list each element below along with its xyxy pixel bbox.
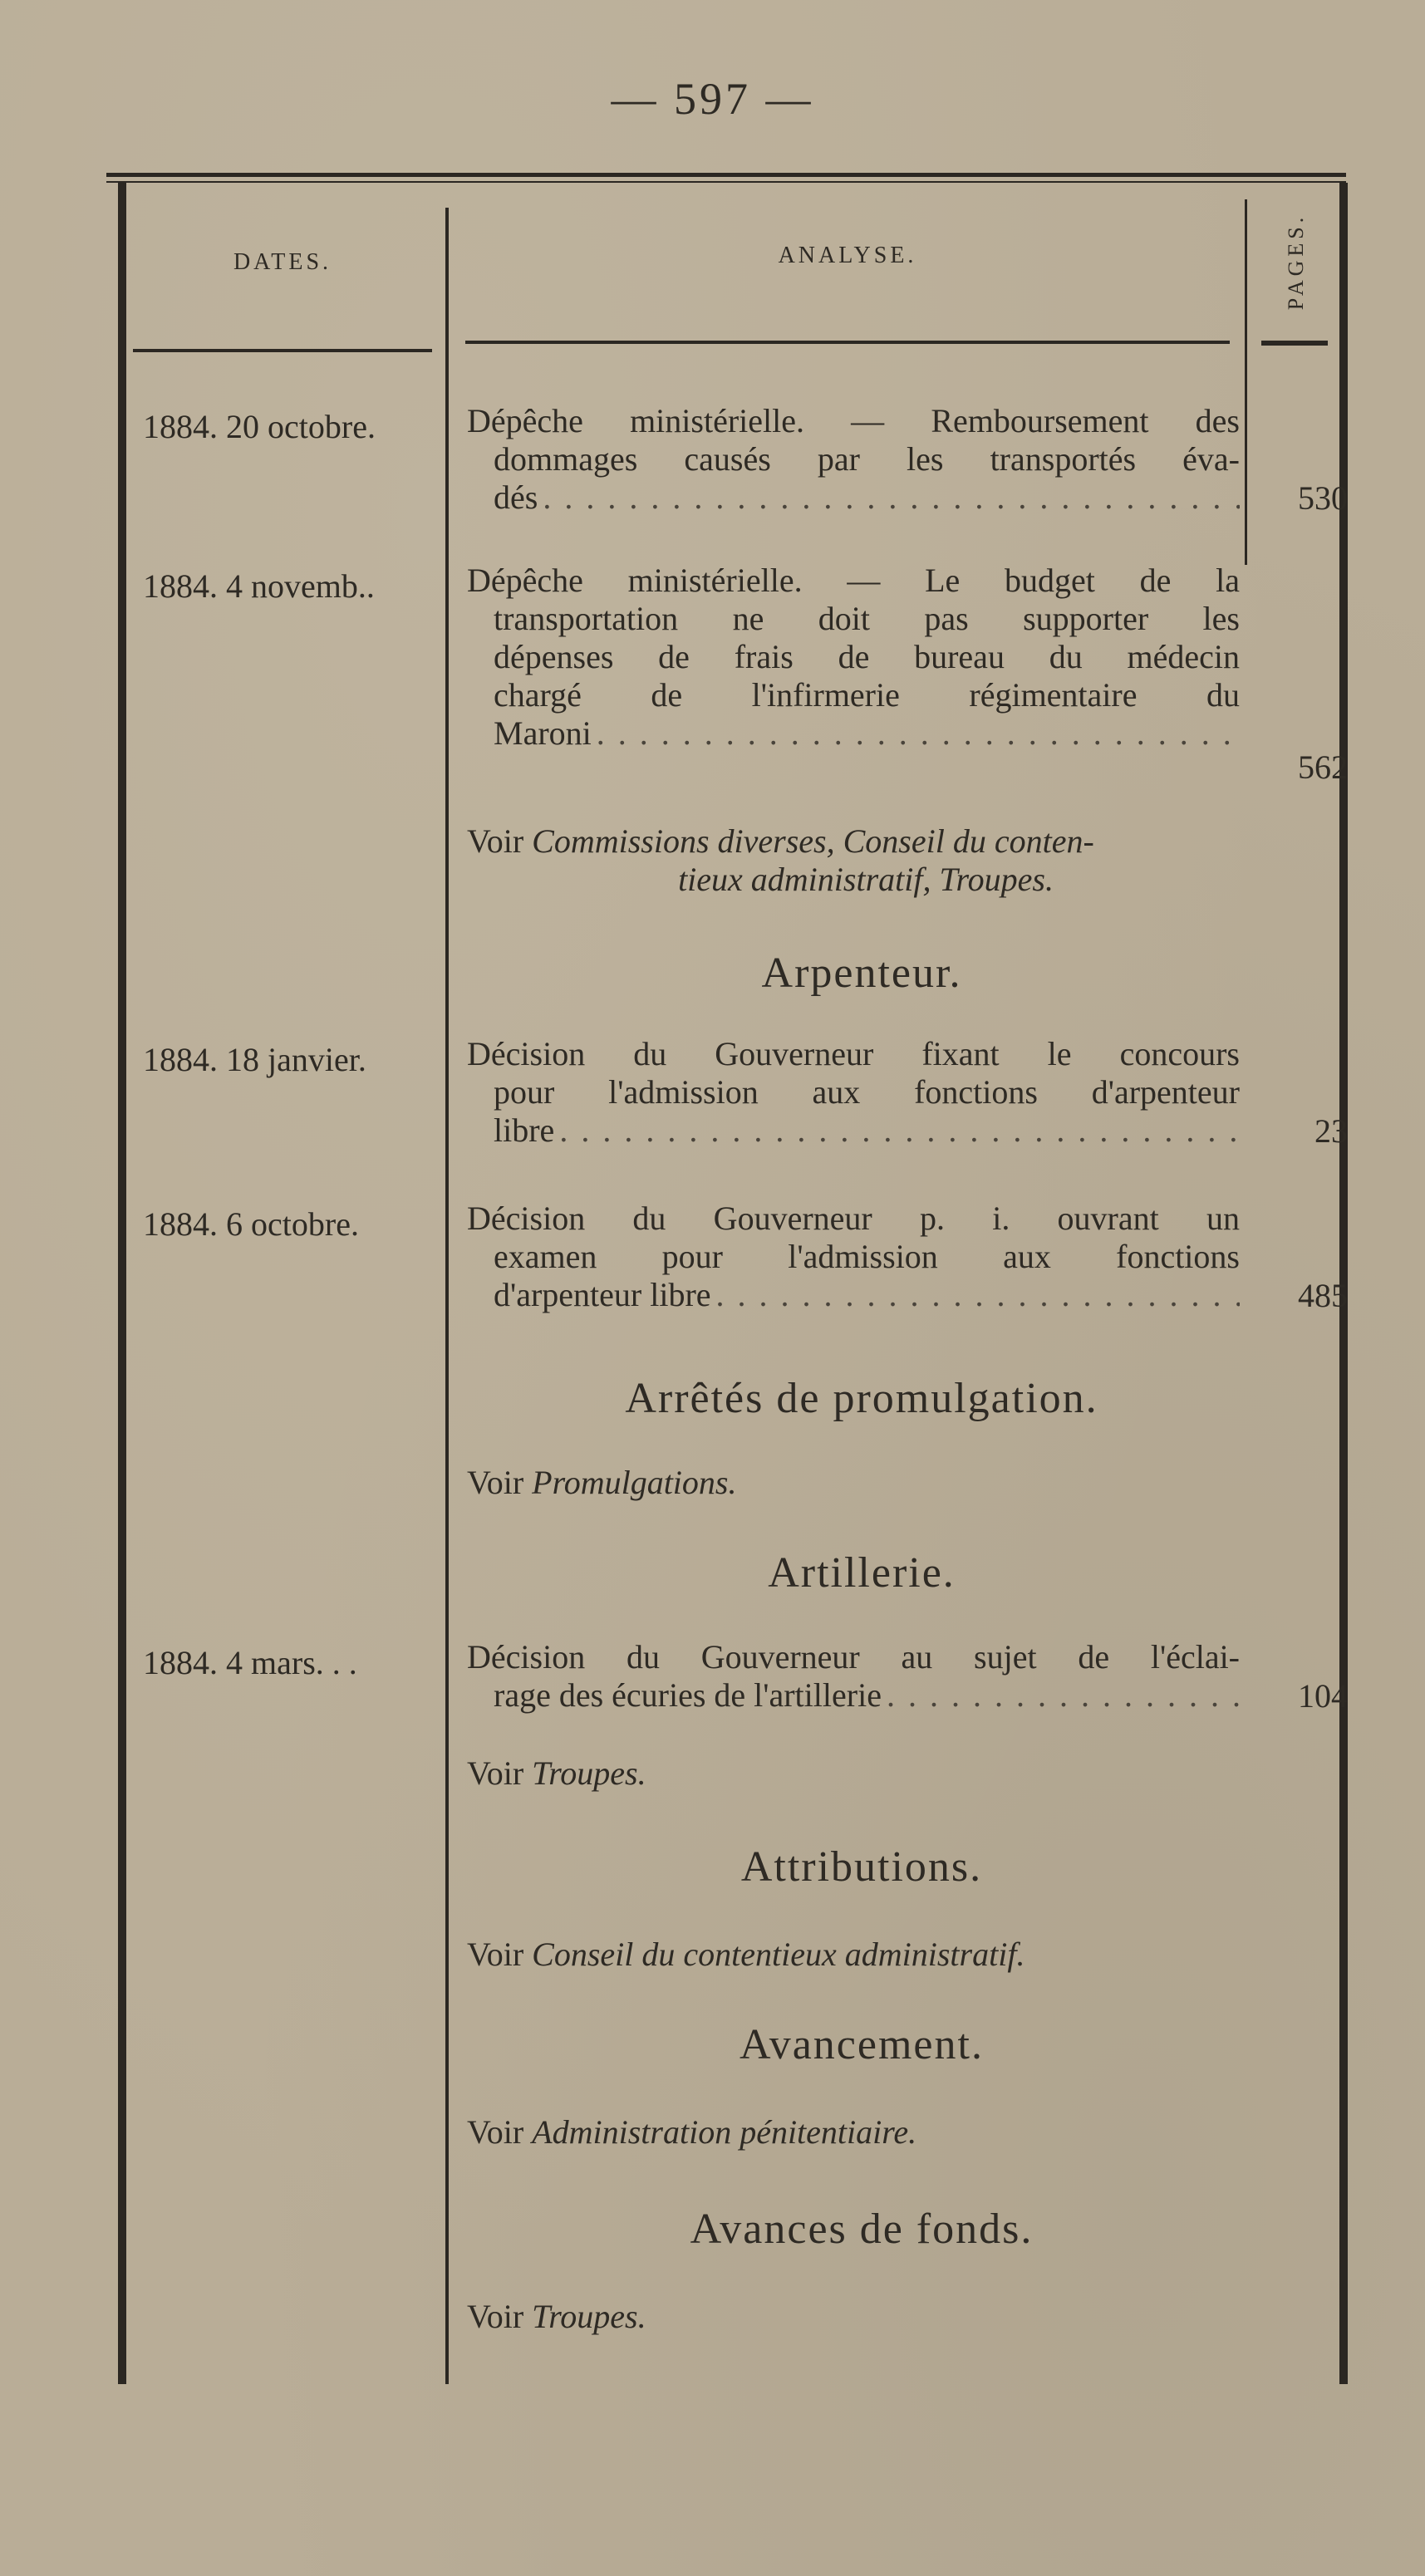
voir-prefix: Voir: [467, 1936, 524, 1973]
dot-leader: [887, 1676, 1240, 1714]
entry-line: pour l'admission aux fonctions d'arpenteur: [494, 1073, 1240, 1111]
entry-date: 1884. 4 mars. . .: [143, 1644, 357, 1681]
header-dates: DATES.: [233, 249, 332, 275]
voir-prefix: Voir: [467, 2298, 524, 2335]
voir-note: [467, 2113, 1265, 2152]
section-heading: Avances de fonds.: [690, 2206, 1034, 2253]
voir-reference: Commissions diverses, Conseil du conten-: [532, 822, 1094, 860]
entry-line-leader: [467, 1111, 1240, 1150]
entry-page: 485: [1298, 1277, 1348, 1314]
entry-line: dés: [494, 478, 538, 516]
header-underline-analyse: [465, 341, 1230, 344]
entry-line: Dépêche ministérielle. — Remboursement des: [467, 402, 1240, 439]
voir-reference-continued: tieux administratif, Troupes.: [678, 861, 1054, 898]
voir-note: [467, 2298, 1265, 2336]
entry-analysis: [467, 1200, 1240, 1314]
voir-prefix: Voir: [467, 822, 524, 860]
header-analyse: ANALYSE.: [778, 243, 917, 268]
entry-analysis: [467, 402, 1240, 517]
entry-line-leader: [467, 1276, 1240, 1314]
column-divider-dates: [445, 208, 449, 2384]
entry-line: Décision du Gouverneur au sujet de l'éclai-: [467, 1638, 1240, 1676]
table-top-rule-thin: [106, 181, 1346, 183]
entry-line: libre: [494, 1111, 555, 1149]
section-heading: Artillerie.: [768, 1549, 956, 1597]
voir-reference: Troupes.: [532, 2298, 646, 2335]
voir-reference: Troupes.: [532, 1754, 646, 1792]
entry-analysis: [467, 1035, 1240, 1150]
entry-line: chargé de l'infirmerie régimentaire du: [494, 676, 1240, 714]
section-heading: Attributions.: [740, 1843, 983, 1891]
entry-analysis: [467, 1638, 1240, 1715]
entry-line: dépenses de frais de bureau du médecin: [494, 638, 1240, 675]
entry-line: dommages causés par les transportés éva-: [494, 440, 1240, 478]
voir-note: [467, 1754, 1265, 1793]
dot-leader: [597, 714, 1240, 752]
entry-analysis: [467, 562, 1240, 753]
section-heading: Avancement.: [740, 2021, 984, 2068]
dot-leader: [559, 1111, 1240, 1149]
entry-page: 530: [1298, 479, 1348, 517]
entry-date: 1884. 20 octobre.: [143, 408, 376, 445]
table-left-border: [118, 183, 126, 2384]
entry-page: 23: [1314, 1112, 1348, 1150]
dot-leader: [543, 478, 1240, 516]
header-underline-pages: [1261, 341, 1328, 346]
section-heading: Arpenteur.: [761, 949, 962, 997]
section-heading: Arrêtés de promulgation.: [625, 1375, 1098, 1422]
voir-note: [467, 1464, 1265, 1502]
voir-reference: Promulgations.: [532, 1464, 737, 1501]
table-top-rule: [106, 173, 1346, 177]
entry-line: Décision du Gouverneur fixant le concours: [467, 1035, 1240, 1072]
header-pages: PAGES.: [1284, 213, 1308, 311]
entry-line-leader: [467, 714, 1240, 753]
entry-line-leader: [467, 478, 1240, 517]
voir-note: [467, 822, 1265, 899]
column-divider-pages: [1245, 199, 1247, 565]
voir-prefix: Voir: [467, 2113, 524, 2151]
entry-line: Dépêche ministérielle. — Le budget de la: [467, 562, 1240, 599]
entry-page: 562: [1298, 748, 1348, 786]
entry-date: 1884. 4 novemb..: [143, 567, 375, 605]
page-number: — 597 —: [611, 74, 814, 124]
dot-leader: [716, 1276, 1240, 1313]
voir-prefix: Voir: [467, 1464, 524, 1501]
entry-date: 1884. 6 octobre.: [143, 1205, 359, 1243]
entry-line: rage des écuries de l'artillerie: [494, 1676, 882, 1714]
entry-line: d'arpenteur libre: [494, 1276, 711, 1313]
entry-line: examen pour l'admission aux fonctions: [494, 1238, 1240, 1275]
voir-reference: Administration pénitentiaire.: [532, 2113, 917, 2151]
voir-note: [467, 1936, 1265, 1974]
entry-line: Décision du Gouverneur p. i. ouvrant un: [467, 1200, 1240, 1237]
entry-line-leader: [467, 1676, 1240, 1715]
entry-line: transportation ne doit pas supporter les: [494, 600, 1240, 637]
voir-reference: Conseil du contentieux administratif.: [532, 1936, 1025, 1973]
entry-date: 1884. 18 janvier.: [143, 1041, 366, 1078]
entry-page: 104: [1298, 1677, 1348, 1715]
header-underline-dates: [133, 349, 432, 352]
voir-prefix: Voir: [467, 1754, 524, 1792]
entry-line: Maroni: [494, 714, 592, 752]
